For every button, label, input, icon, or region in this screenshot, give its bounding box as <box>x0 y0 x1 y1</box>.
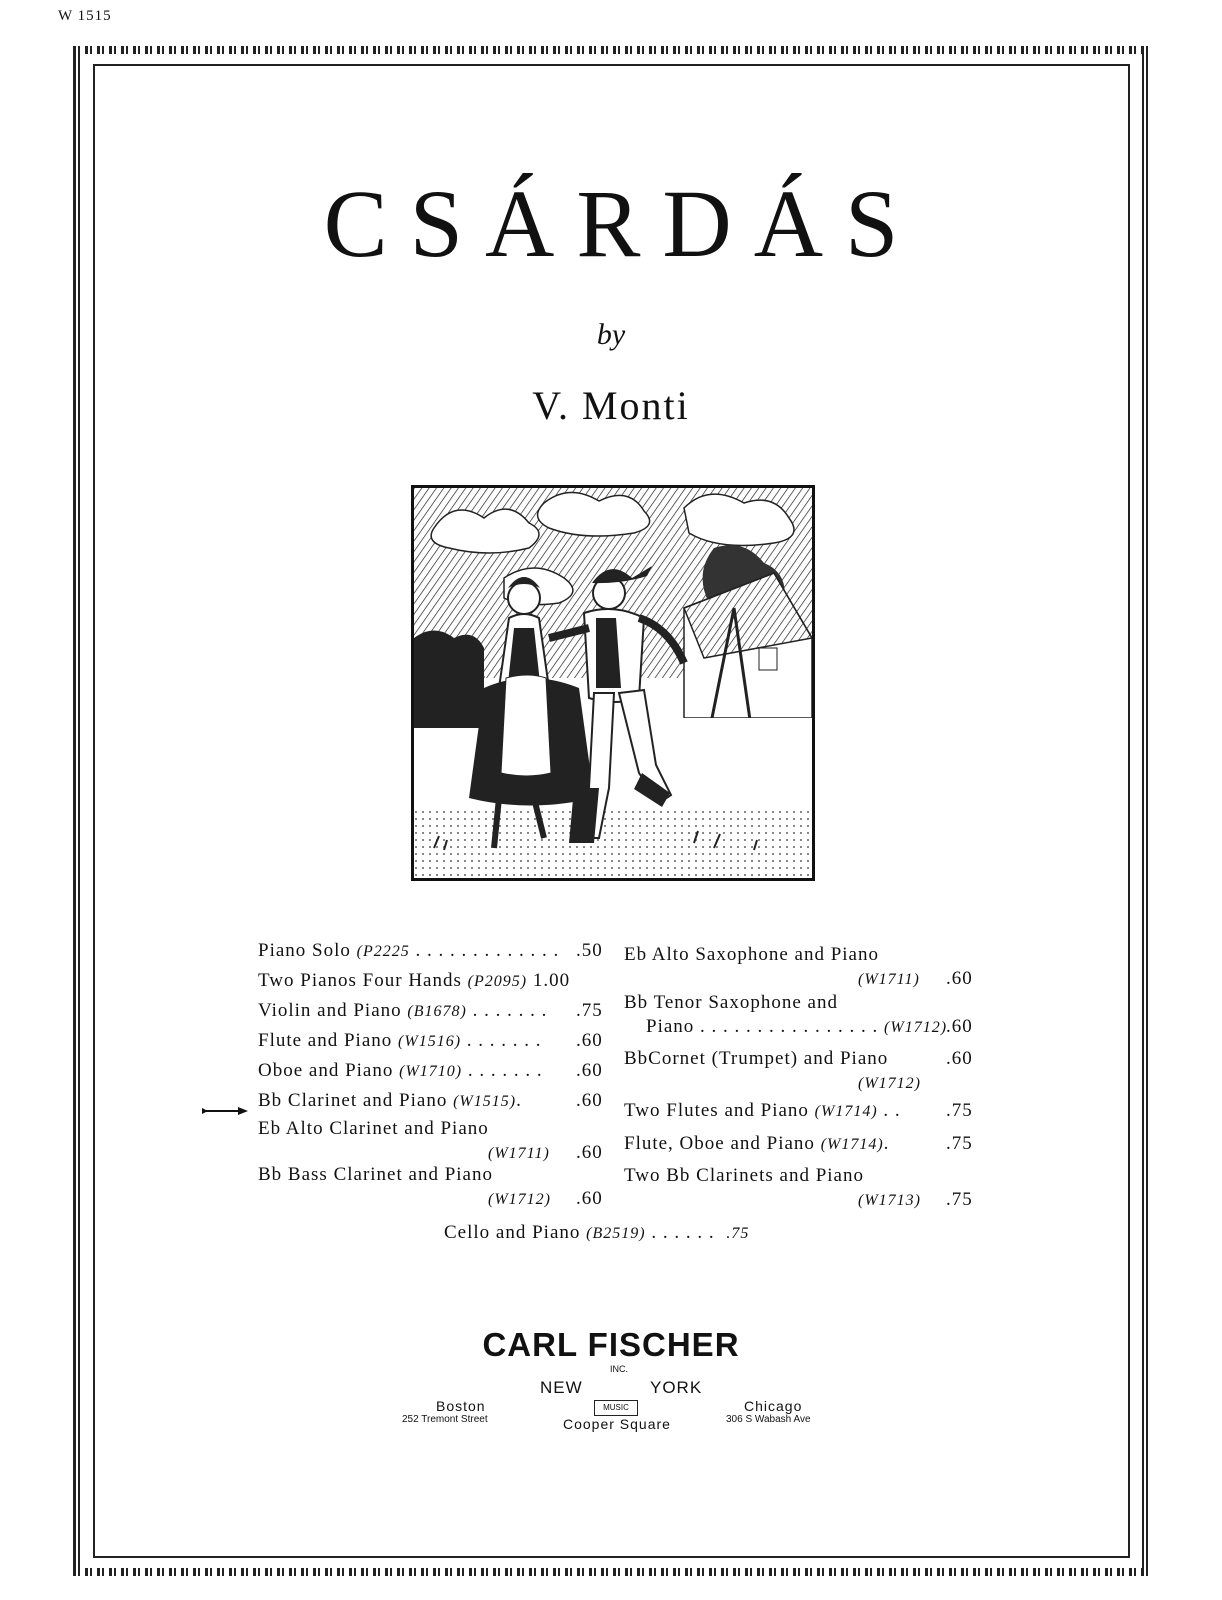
list-item <box>624 1048 973 1070</box>
edition-label: Two Pianos Four Hands <box>258 970 462 991</box>
list-item <box>258 940 603 962</box>
edition-code: (W1712) <box>488 1191 551 1208</box>
edition-code: (W1711) <box>488 1145 550 1162</box>
edition-price: .75 <box>946 1133 973 1154</box>
edition-code: (B1678) <box>407 1003 467 1020</box>
edition-price: .60 <box>576 1060 603 1081</box>
leader-dots: . . . . . . <box>645 1222 715 1243</box>
list-item <box>624 1133 973 1155</box>
publisher-name: CARL FISCHER <box>482 1326 740 1363</box>
publisher-inc: INC. <box>610 1364 628 1374</box>
edition-label: Flute and Piano <box>258 1030 393 1051</box>
edition-label: Flute, Oboe and Piano <box>624 1133 815 1154</box>
edition-label: Cello and Piano <box>444 1222 581 1243</box>
edition-label: Bb Tenor Saxophone and <box>624 992 838 1013</box>
list-item-continuation <box>488 1142 603 1164</box>
edition-code: (W1714) <box>814 1103 878 1120</box>
list-item <box>258 1164 493 1186</box>
list-item-selected <box>258 1090 603 1112</box>
leader-dots: . . . . . . . . . . . . . . . . <box>694 1016 879 1037</box>
list-item <box>444 1222 749 1244</box>
list-item <box>624 944 879 966</box>
edition-price: .60 <box>946 968 973 989</box>
leader-dots: . . . . . . . <box>462 1060 543 1081</box>
edition-price: .60 <box>576 1090 603 1111</box>
list-item-continuation <box>488 1188 603 1210</box>
edition-label: Eb Alto Saxophone and Piano <box>624 944 879 965</box>
list-item-continuation <box>646 1016 973 1038</box>
edition-price: 1.00 <box>532 970 571 991</box>
edition-label: Oboe and Piano <box>258 1060 394 1081</box>
publisher-city-right: YORK <box>650 1378 703 1397</box>
illustration-art <box>414 488 812 878</box>
leader-dots: . . <box>877 1100 901 1121</box>
edition-code: (W1711) <box>858 971 920 988</box>
leader-dots: . <box>883 1133 890 1154</box>
list-item-continuation <box>858 1189 973 1211</box>
leader-dots: . . . . . . . <box>461 1030 542 1051</box>
catalog-number: W 1515 <box>58 8 112 24</box>
edition-code: (W1713) <box>858 1192 921 1209</box>
edition-code: (W1515) <box>453 1093 517 1110</box>
selected-edition-arrow-icon <box>202 1106 248 1116</box>
leader-dots: . <box>516 1090 522 1111</box>
branch-chicago-city: Chicago <box>744 1398 803 1414</box>
byline-word: by <box>596 318 626 351</box>
edition-code: (W1712) <box>884 1019 948 1036</box>
edition-code: (P2095) <box>467 973 528 990</box>
edition-price: .60 <box>576 1030 603 1051</box>
edition-label: Two Bb Clarinets and Piano <box>624 1165 864 1186</box>
edition-price: .75 <box>946 1100 973 1121</box>
list-item <box>258 1030 603 1052</box>
edition-price: .50 <box>576 940 603 961</box>
list-item-continuation <box>858 1072 921 1094</box>
list-item-continuation <box>858 968 973 990</box>
list-item <box>258 1060 603 1082</box>
list-item <box>624 1100 973 1122</box>
edition-label: Two Flutes and Piano <box>624 1100 809 1121</box>
branch-boston-address: 252 Tremont Street <box>402 1414 488 1425</box>
edition-label: Violin and Piano <box>258 1000 402 1021</box>
edition-label: Piano Solo <box>258 940 351 961</box>
leader-dots: . . . . . . . <box>466 1000 548 1021</box>
leader-dots: . . . . . . . . . . . . . <box>409 940 560 961</box>
edition-price: .75 <box>946 1189 973 1210</box>
publisher-city-left: NEW <box>540 1378 583 1397</box>
edition-code: (B2519) <box>586 1225 646 1242</box>
list-item <box>258 1118 489 1140</box>
music-seal: MUSIC <box>594 1400 638 1416</box>
edition-label: Bb Bass Clarinet and Piano <box>258 1164 493 1185</box>
edition-price: .60 <box>946 1016 973 1037</box>
edition-label: Eb Alto Clarinet and Piano <box>258 1118 489 1139</box>
edition-price: .60 <box>946 1048 973 1069</box>
list-item <box>624 992 838 1014</box>
list-item <box>258 1000 603 1022</box>
composer-name: V. Monti <box>532 383 690 428</box>
publisher-address: Cooper Square <box>563 1416 671 1432</box>
edition-price: .60 <box>576 1142 603 1163</box>
edition-label: Bb Clarinet and Piano <box>258 1090 448 1111</box>
edition-code: (W1712) <box>858 1075 921 1092</box>
branch-boston-city: Boston <box>436 1398 486 1414</box>
page-title: CSÁRDÁS <box>323 170 921 277</box>
edition-label: Piano <box>646 1016 695 1037</box>
edition-code: (W1710) <box>399 1063 463 1080</box>
list-item <box>624 1165 864 1187</box>
edition-price: .75 <box>726 1225 750 1242</box>
edition-label: BbCornet (Trumpet) and Piano <box>624 1048 889 1069</box>
edition-code: (P2225 <box>356 943 410 960</box>
edition-price: .75 <box>576 1000 603 1021</box>
edition-code: (W1714) <box>820 1136 884 1153</box>
list-item <box>258 970 570 992</box>
edition-price: .60 <box>576 1188 603 1209</box>
branch-chicago-address: 306 S Wabash Ave <box>726 1414 811 1425</box>
edition-code: (W1516) <box>398 1033 462 1050</box>
dancing-couple-illustration <box>411 485 815 881</box>
